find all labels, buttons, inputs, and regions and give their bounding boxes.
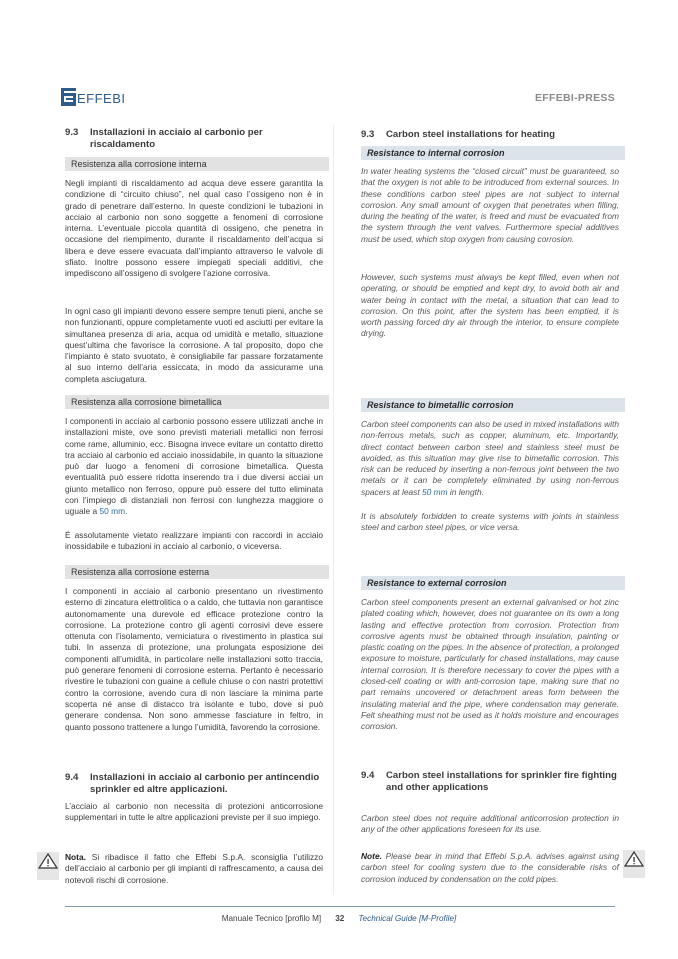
highlight-value: 50 mm [421, 486, 448, 497]
paragraph-text: I componenti in acciaio al carbonio possono essere utilizzati anche in installazioni miste, ove sono previsti materiali metallici non ferrosi come rame, alluminio, ecc. Bisogna invece evitare un contatto diretto tra acciaio al carbonio ed acciaio inossidabile, in quanto la situazione può dar luogo a fenomeni di corrosione bimetallica. Questa eventualità può essere ridotta inserendo tra i due diversi acciai un giunto metallico non ferroso, oppure può essere del tutto eliminata con l’impiego di distanziali non ferrosi con lunghezza maggiore o uguale a [65, 416, 323, 517]
logo-text: EFFEBI [77, 91, 126, 106]
section-title: Carbon steel installations for heating [386, 129, 555, 140]
section-title: Installazioni in acciaio al carbonio per riscaldamento [90, 127, 263, 150]
paragraph: In ogni caso gli impianti devono essere sempre tenuti pieni, anche se non funzionanti, oppure completamente vuoti ed asciutti per evitare la simultanea presenza di aria, acqua od umidità e metallo, situazione quest’ultima che favorisce la corrosione. A tal proposito, dopo che l’impianto è stato svuotato, è consigliabile far passare forzatamente al suo interno dell’aria essiccata, in modo da assicurarne una completa asciugatura. [65, 306, 323, 384]
footer [0, 914, 678, 923]
section-number: 9.4 [361, 770, 375, 781]
section-number: 9.3 [361, 129, 375, 140]
note-paragraph [65, 852, 323, 886]
subheading-bimetallic-en: Resistance to bimetallic corrosion [361, 398, 625, 412]
paragraph-text: . [125, 506, 128, 517]
paragraph: L’acciaio al carbonio non necessita di protezioni anticorrosione supplementari in tutte le altre applicazioni previste per il suo impiego. [65, 801, 323, 823]
note-text: Si ribadisce il fatto che Effebi S.p.A. sconsiglia l’utilizzo dell’acciaio al carbonio per gli impianti di raffrescamento, a causa dei notevoli rischi di corrosione. [65, 852, 323, 885]
paragraph: Carbon steel components present an external galvanised or hot zinc plated coating which, however, does not guarantee on its own a long lasting and effective protection from corrosion. Protection from corrosive agents must be obtained through insulation, painting or plastic coating on the pipes. In the absence of protection, a prolonged exposure to moisture, particularly for chased installations, may cause internal corrosion. It is therefore necessary to cover the pipes with a closed-cell coating or with anti-corrosion tape, making sure that no part remains uncovered or detachment areas form between the insulating material and the pipe, where condensation may generate. Felt sheathing must not be used as it holds moisture and encourages corrosion. [361, 597, 619, 732]
page-number: 32 [335, 914, 345, 923]
footer-title-it: Manuale Tecnico [profilo M] [221, 914, 322, 923]
note-paragraph [361, 851, 619, 885]
section-heading-9-4-en [361, 770, 619, 794]
section-title: Carbon steel installations for sprinkler fire fighting and other applications [386, 770, 617, 793]
footer-title-en: Technical Guide [M-Profile] [358, 914, 457, 923]
subheading-bimetallic-it: Resistenza alla corrosione bimetallica [65, 395, 329, 409]
section-title: Installazioni in acciaio al carbonio per antincendio sprinkler ed altre applicazioni. [90, 772, 320, 795]
section-number: 9.3 [65, 127, 79, 138]
paragraph: I componenti in acciaio al carbonio presentano un rivestimento esterno di zincatura elettrolitica o a caldo, che tuttavia non garantisce autonomamente una durevole ed efficace protezione contro la corrosione. La protezione contro gli agenti corrosivi deve essere ottenuta con l’isolamento, verniciatura o rivestimento in plastica sui tubi. In assenza di protezione, una prolungata esposizione dei componenti all’umidità, in particolare nelle installazioni sotto traccia, può generare fenomeni di corrosione esterna. Pertanto è necessario rivestire le tubazioni con guaine a cellule chiuse o con nastri protettivi contro la corrosione, avendo cura di non lasciare la minima parte scoperta né anse di distacco tra isolante e tubo, dove si può generare condensa. Non sono ammesse fasciature in feltro, in quanto possono trattenere a lungo l’umidità, favorendo la corrosione. [65, 586, 323, 732]
note-label: Nota. [65, 852, 86, 862]
note-label: Note. [361, 851, 382, 861]
paragraph: Negli impianti di riscaldamento ad acqua deve essere garantita la condizione di “circuito chiuso”, nel qual caso l’ossigeno non è in grado di penetrare dall’esterno. In queste condizioni le tubazioni in acciaio al carbonio non sono soggette a fenomeni di corrosione interna. L’eventuale piccola quantità di ossigeno, che penetra in occasione del riempimento, durante il riscaldamento dell’acqua si libera e deve essere evacuata dall’impianto attraverso le valvole di sfiato. Inoltre possono essere impiegati speciali additivi, che impediscono all’ossigeno di svolgere l’azione corrosiva. [65, 178, 323, 279]
subheading-internal-it: Resistenza alla corrosione interna [65, 157, 329, 171]
subheading-external-it: Resistenza alla corrosione esterna [65, 565, 329, 579]
paragraph: In water heating systems the “closed circuit” must be guaranteed, so that the oxygen is not able to be introduced from external sources. In these conditions carbon steel pipes are not subject to internal corrosion. Any small amount of oxygen that penetrates when filling, during the heating of the water, is freed and must be evacuated from the system through the vent valves. Furthermore special additives must be used, which stop oxygen from causing corrosion. [361, 166, 619, 244]
footer-rule [65, 906, 615, 907]
logo-mark-icon [61, 88, 76, 106]
brand-name: EFFEBI-PRESS [534, 92, 615, 104]
column-divider [333, 125, 334, 895]
section-heading-9-3-it [65, 127, 323, 151]
warning-icon [623, 850, 645, 878]
paragraph: Carbon steel does not require additional anticorrosion protection in any of the other applications foreseen for its use. [361, 813, 619, 835]
subheading-external-en: Resistance to external corrosion [361, 576, 625, 590]
highlight-value: 50 mm [99, 506, 126, 517]
paragraph-text: in length. [447, 486, 484, 497]
paragraph-text: Carbon steel components can also be used in mixed installations with non-ferrous metals, such as copper, aluminum, etc. Importantly, direct contact between carbon steel and stainless steel must be avoided, as this situation may give rise to bimetallic corrosion. This risk can be reduced by inserting a non-ferrous joint between the two metals or it can be completely eliminated by using non-ferrous spacers at least [361, 419, 619, 497]
section-heading-9-3-en [361, 129, 619, 141]
note-text: Please bear in mind that Effebi S.p.A. advises against using carbon steel for cooling system due to the considerable risks of corrosion induced by condensation on the cold pipes. [361, 851, 619, 884]
warning-icon [37, 852, 59, 880]
paragraph: However, such systems must always be kept filled, even when not operating, or should be emptied and kept dry, to avoid both air and water being in contact with the metal, a situation that can lead to corrosion. On this point, after the system has been emptied, it is worth passing forced dry air through the interior, to ensure complete drying. [361, 272, 619, 339]
paragraph: É assolutamente vietato realizzare impianti con raccordi in acciaio inossidabile e tubazioni in acciaio al carbonio, o viceversa. [65, 530, 323, 552]
section-number: 9.4 [65, 772, 79, 783]
paragraph: It is absolutely forbidden to create systems with joints in stainless steel and carbon steel pipes, or vice versa. [361, 511, 619, 533]
paragraph [65, 416, 323, 518]
section-heading-9-4-it [65, 772, 323, 796]
subheading-internal-en: Resistance to internal corrosion [361, 146, 625, 160]
paragraph [361, 419, 619, 498]
effebi-logo [61, 86, 126, 106]
